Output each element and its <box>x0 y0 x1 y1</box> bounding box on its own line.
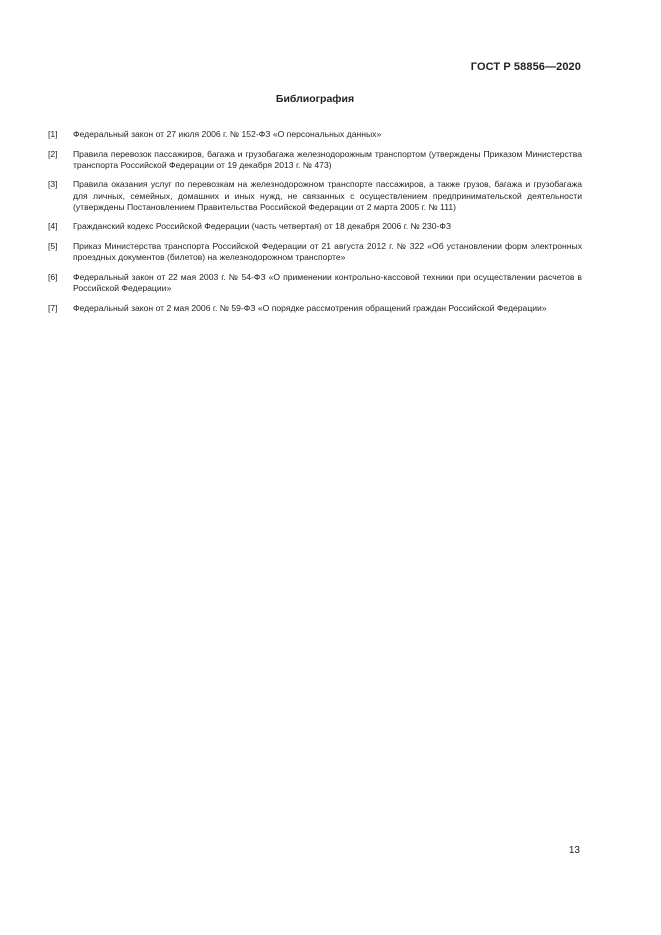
reference-number: [7] <box>48 302 58 313</box>
reference-item-2 <box>48 149 582 171</box>
reference-text: Федеральный закон от 22 мая 2003 г. № 54-ФЗ «О применении контрольно-кассовой техники при осуществлении расчетов в Российской Федерации» <box>73 271 582 293</box>
reference-text: Федеральный закон от 2 мая 2006 г. № 59-ФЗ «О порядке рассмотрения обращений граждан Российской Федерации» <box>73 302 547 313</box>
reference-number: [3] <box>48 179 58 190</box>
reference-number: [6] <box>48 271 58 282</box>
reference-number: [1] <box>48 129 58 139</box>
reference-number: [4] <box>48 221 58 232</box>
reference-item-3 <box>48 179 582 213</box>
reference-text: Гражданский кодекс Российской Федерации (часть четвертая) от 18 декабря 2006 г. № 230-ФЗ <box>73 221 452 232</box>
reference-text: Правила перевозок пассажиров, багажа и грузобагажа железнодорожным транспортом (утверждены Приказом Министерства транспорта Российской Федерации от 19 декабря 2013 г. № 473) <box>73 148 582 170</box>
reference-text: Приказ Министерства транспорта Российской Федерации от 21 августа 2012 г. № 322 «Об установлении форм электронных проездных документов (билетов) на железнодорожном транспорте» <box>73 240 582 263</box>
reference-list <box>48 129 582 322</box>
document-code: ГОСТ Р 58856—2020 <box>470 61 581 73</box>
bibliography-title: Библиография <box>275 93 355 105</box>
reference-item-7 <box>48 303 582 314</box>
reference-text: Правила оказания услуг по перевозкам на железнодорожном транспорте пассажиров, а также грузов, багажа и грузобагажа для личных, семейных, домашних и иных нужд, не связанных с осуществлением предпринимательской деятельности (утверждены Постановлением Правительства Российской Федерации от 2 марта 2005 г. № 111) <box>73 179 582 212</box>
reference-item-1 <box>48 129 582 140</box>
page-number: 13 <box>568 845 580 856</box>
reference-text: Федеральный закон от 27 июля 2006 г. № 152-ФЗ «О персональных данных» <box>73 129 382 139</box>
reference-item-4 <box>48 221 582 232</box>
reference-number: [2] <box>48 148 58 159</box>
reference-number: [5] <box>48 240 58 251</box>
reference-item-6 <box>48 272 582 294</box>
reference-item-5 <box>48 241 582 263</box>
